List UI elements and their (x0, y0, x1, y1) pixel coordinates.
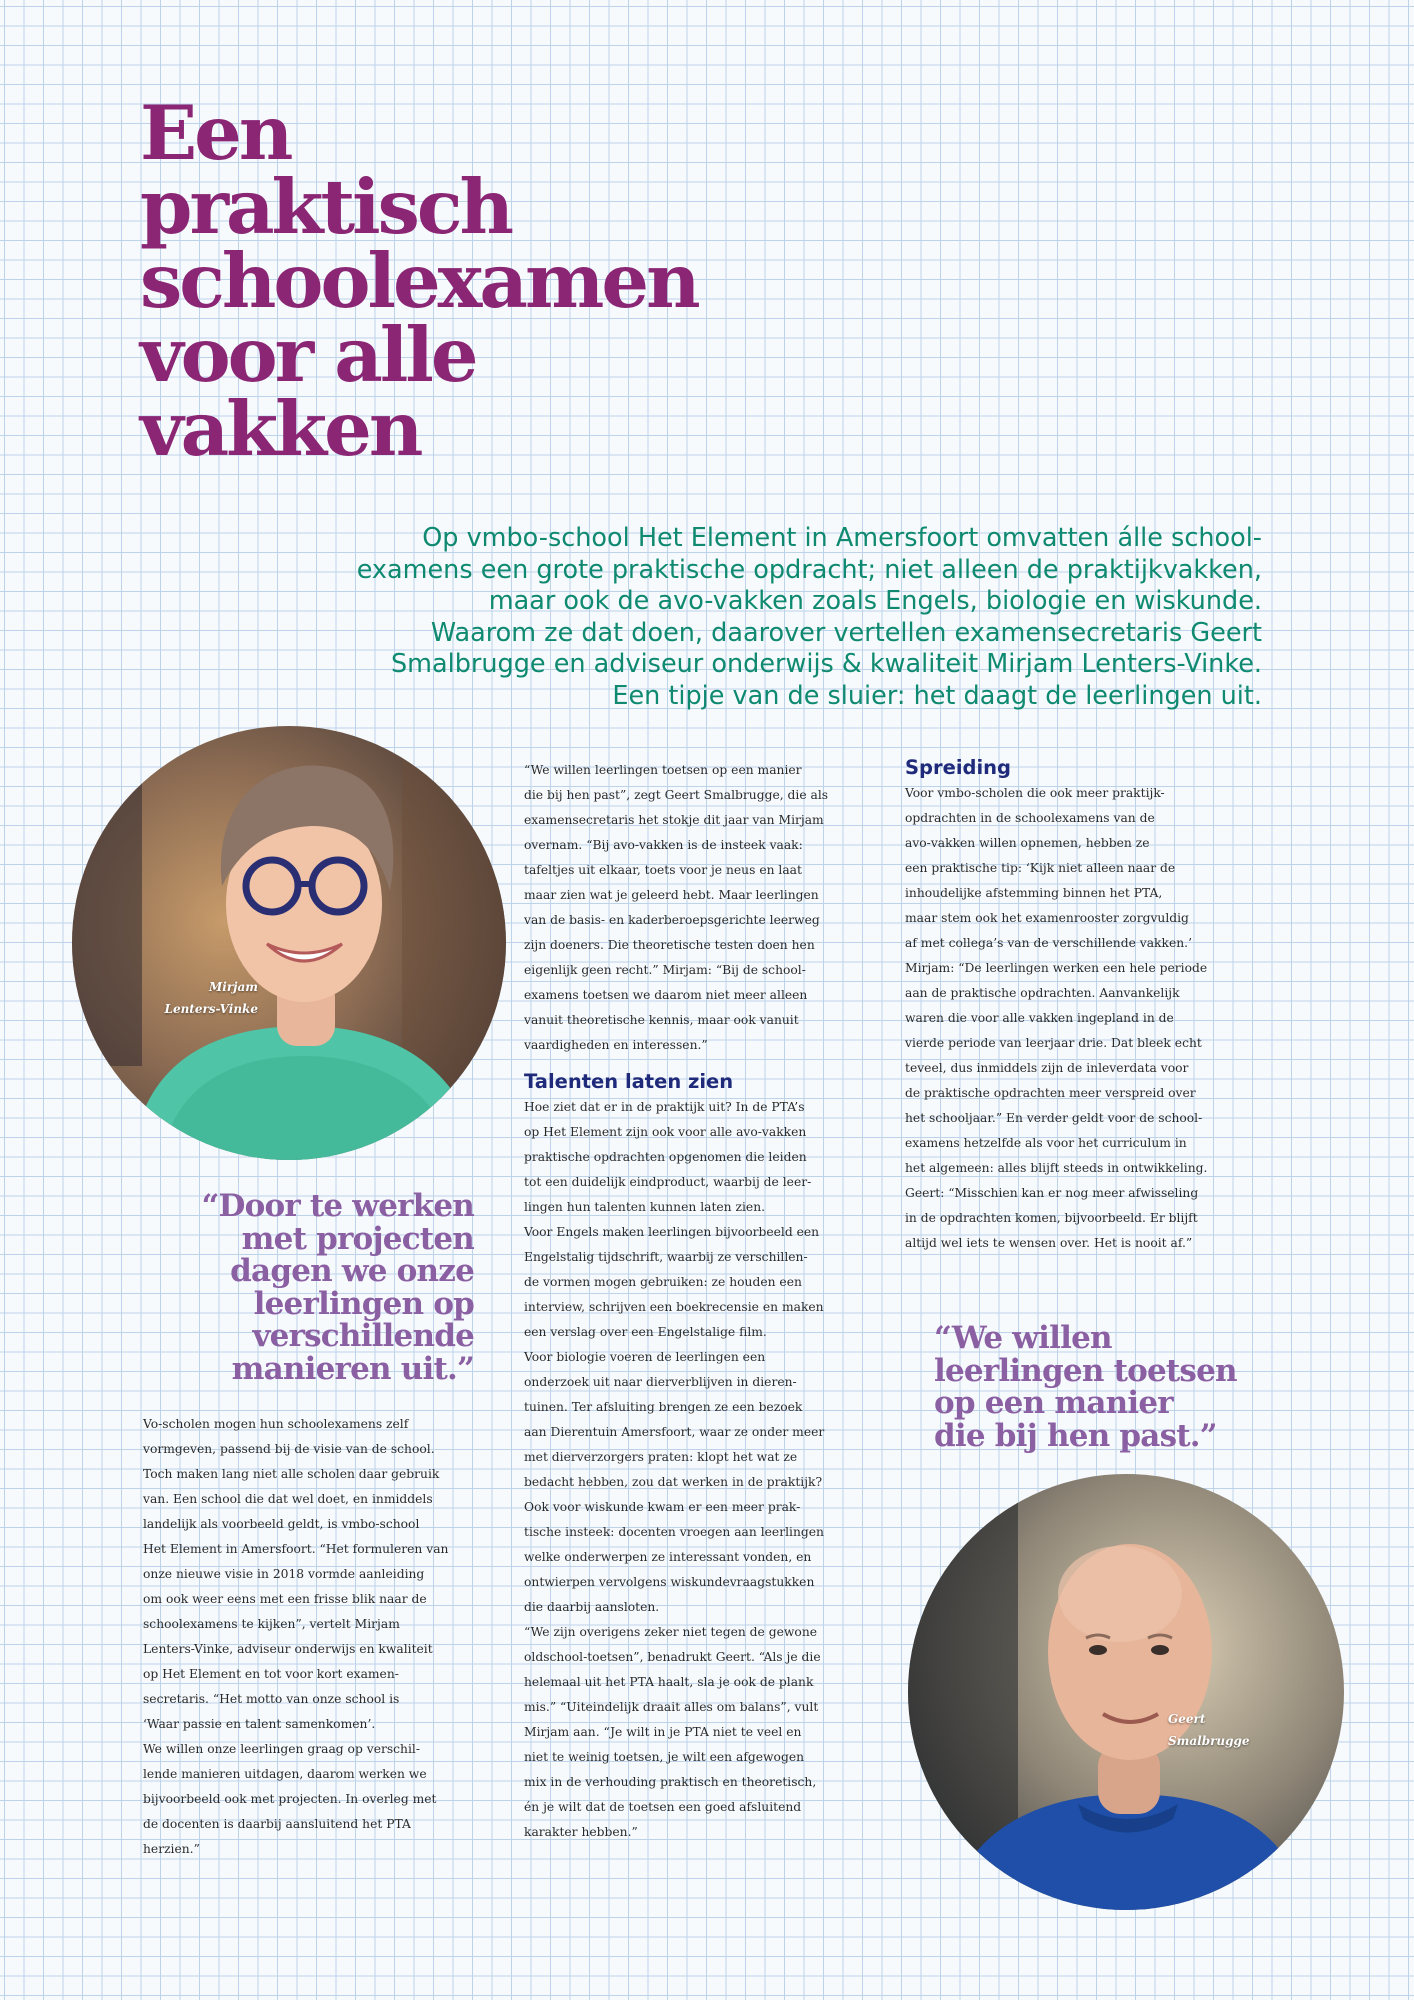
text-line: die daarbij aansloten. (524, 1600, 660, 1614)
text-line: Lenters-Vinke (164, 1002, 258, 1016)
text-line: een praktische tip: ‘Kijk niet alleen naar de (905, 861, 1176, 875)
text-line: de vormen mogen gebruiken: ze houden een (524, 1275, 802, 1289)
text-line: Voor Engels maken leerlingen bijvoorbeeld een (524, 1225, 820, 1239)
text-line: schoolexamen (140, 237, 698, 325)
text-line: de praktische opdrachten meer verspreid over (905, 1086, 1196, 1100)
text-line: Een (140, 89, 291, 177)
text-line: het algemeen: alles blijft steeds in ontwikkeling. (905, 1161, 1208, 1175)
text-line: Mirjam (209, 980, 258, 994)
text-line: van. Een school die dat wel doet, en inmiddels (143, 1492, 433, 1506)
text-line: leerlingen op (253, 1285, 474, 1322)
text-line: vormgeven, passend bij de visie van de school. (143, 1442, 435, 1456)
heading-spreiding: Spreiding (905, 756, 1012, 779)
text-line: tot een duidelijk eindproduct, waarbij de leer- (524, 1175, 812, 1189)
text-line: ‘Waar passie en talent samenkomen’. (143, 1717, 376, 1731)
text-line: tische insteek: docenten vroegen aan leerlingen (524, 1525, 824, 1539)
text-line: manieren uit.” (231, 1350, 474, 1387)
text-line: inhoudelijke afstemming binnen het PTA, (905, 886, 1163, 900)
text-line: Toch maken lang niet alle scholen daar gebruik (143, 1467, 440, 1481)
text-line: Vo-scholen mogen hun schoolexamens zelf (143, 1417, 409, 1431)
text-line: schoolexamens te kijken”, vertelt Mirjam (143, 1617, 400, 1631)
text-line: landelijk als voorbeeld geldt, is vmbo-school (143, 1517, 420, 1531)
text-line: overnam. “Bij avo-vakken is de insteek vaak: (524, 838, 803, 852)
text-line: eigenlijk geen recht.” Mirjam: “Bij de school- (524, 963, 806, 977)
text-line: herzien.” (143, 1842, 200, 1856)
text-line: welke onderwerpen ze interessant vonden, en (524, 1550, 812, 1564)
text-line: onderzoek uit naar dierverblijven in dieren- (524, 1375, 797, 1389)
text-line: leerlingen toetsen (934, 1352, 1237, 1389)
text-line: Het Element in Amersfoort. “Het formuleren van (143, 1542, 449, 1556)
article-lead (200, 523, 1262, 712)
column-right (905, 754, 1265, 1256)
portrait-mirjam-image (72, 726, 506, 1160)
heading-talenten: Talenten laten zien (524, 1070, 734, 1093)
text-line: Mirjam aan. “Je wilt in je PTA niet te veel en (524, 1725, 802, 1739)
text-line: in de opdrachten komen, bijvoorbeeld. Er blijft (905, 1211, 1198, 1225)
pull-quote-mirjam (150, 1190, 474, 1385)
text-line: Ook voor wiskunde kwam er een meer prak- (524, 1500, 801, 1514)
text-line: “We zijn overigens zeker niet tegen de gewone (524, 1625, 818, 1639)
text-line: op Het Element zijn ook voor alle avo-vakken (524, 1125, 807, 1139)
text-line: teveel, dus inmiddels zijn de inleverdata voor (905, 1061, 1189, 1075)
text-line: vaardigheden en interessen.” (524, 1038, 708, 1052)
text-line: het schooljaar.” En verder geldt voor de school- (905, 1111, 1203, 1125)
text-line: examens toetsen we daarom niet meer alleen (524, 988, 808, 1002)
text-line: die bij hen past.” (934, 1417, 1217, 1454)
text-line: onze nieuwe visie in 2018 vormde aanleiding (143, 1567, 425, 1581)
text-line: bedacht hebben, zou dat werken in de praktijk? (524, 1475, 823, 1489)
text-line: Waarom ze dat doen, daarover vertellen examensecretaris Geert (430, 617, 1262, 648)
text-line: Op vmbo-school Het Element in Amersfoort omvatten álle school- (422, 523, 1262, 553)
article-title (140, 89, 780, 473)
column-right-body (905, 781, 1265, 1256)
text-line: met projecten (241, 1220, 474, 1257)
pull-quote-geert (934, 1322, 1274, 1452)
text-line: karakter hebben.” (524, 1825, 638, 1839)
text-line: met dierverzorgers praten: klopt het wat ze (524, 1450, 798, 1464)
text-line: “Door te werken (201, 1188, 474, 1224)
text-line: examensecretaris het stokje dit jaar van Mirjam (524, 813, 824, 827)
text-line: examens een grote praktische opdracht; niet alleen de praktijkvakken, (356, 554, 1262, 585)
photo-mirjam (72, 726, 506, 1160)
text-line: af met collega’s van de verschillende vakken.’ (905, 936, 1192, 950)
column-middle-intro (524, 758, 884, 1058)
text-line: bijvoorbeeld ook met projecten. In overleg met (143, 1792, 437, 1806)
text-line: mix in de verhouding praktisch en theoretisch, (524, 1775, 817, 1789)
text-line: Smalbrugge (1168, 1734, 1250, 1748)
text-line: altijd wel iets te wensen over. Het is nooit af.” (905, 1236, 1193, 1250)
text-line: mis.” “Uiteindelijk draait alles om balans”, vult (524, 1700, 819, 1714)
text-line: Smalbrugge en adviseur onderwijs & kwaliteit Mirjam Lenters-Vinke. (390, 649, 1262, 679)
text-line: dagen we onze (230, 1253, 474, 1289)
text-line: maar ook de avo-vakken zoals Engels, biologie en wiskunde. (488, 586, 1262, 616)
text-line: Hoe ziet dat er in de praktijk uit? In de PTA’s (524, 1100, 805, 1114)
text-line: aan de praktische opdrachten. Aanvankelijk (905, 986, 1180, 1000)
text-line: opdrachten in de schoolexamens van de (905, 811, 1155, 825)
text-line: vakken (140, 385, 421, 473)
text-line: praktisch (140, 163, 512, 251)
caption-geert (1168, 1708, 1288, 1752)
text-line: lende manieren uitdagen, daarom werken we (143, 1767, 427, 1781)
text-line: tuinen. Ter afsluiting brengen ze een bezoek (524, 1400, 803, 1414)
text-line: We willen onze leerlingen graag op verschil- (143, 1742, 420, 1756)
text-line: interview, schrijven een boekrecensie en maken (524, 1300, 824, 1314)
text-line: helemaal uit het PTA haalt, sla je ook de plank (524, 1675, 814, 1689)
text-line: Lenters-Vinke, adviseur onderwijs en kwaliteit (143, 1642, 433, 1656)
text-line: de docenten is daarbij aansluitend het PTA (143, 1817, 411, 1831)
text-line: oldschool-toetsen”, benadrukt Geert. “Als je die (524, 1650, 821, 1664)
column-left-body (143, 1412, 503, 1862)
text-line: een verslag over een Engelstalige film. (524, 1325, 767, 1339)
column-middle (524, 758, 884, 1845)
text-line: vierde periode van leerjaar drie. Dat bleek echt (905, 1036, 1202, 1050)
text-line: van de basis- en kaderberoepsgerichte leerweg (524, 913, 820, 927)
text-line: vanuit theoretische kennis, maar ook vanuit (524, 1013, 799, 1027)
text-line: secretaris. “Het motto van onze school is (143, 1692, 400, 1706)
text-line: Voor vmbo-scholen die ook meer praktijk- (905, 786, 1165, 800)
text-line: Engelstalig tijdschrift, waarbij ze verschillen- (524, 1250, 808, 1264)
text-line: voor alle (140, 311, 476, 399)
text-line: praktische opdrachten opgenomen die leiden (524, 1150, 807, 1164)
text-line: “We willen (934, 1320, 1112, 1356)
text-line: Geert: “Misschien kan er nog meer afwisseling (905, 1186, 1199, 1200)
text-line: op Het Element en tot voor kort examen- (143, 1667, 399, 1681)
text-line: ontwierpen vervolgens wiskundevraagstukken (524, 1575, 815, 1589)
text-line: aan Dierentuin Amersfoort, waar ze onder meer (524, 1425, 825, 1439)
text-line: “We willen leerlingen toetsen op een manier (524, 763, 802, 777)
text-line: verschillende (252, 1318, 474, 1354)
column-middle-body (524, 1095, 884, 1845)
text-line: Een tipje van de sluier: het daagt de leerlingen uit. (612, 680, 1262, 711)
text-line: Voor biologie voeren de leerlingen een (524, 1350, 766, 1364)
photo-geert (908, 1474, 1344, 1910)
text-line: én je wilt dat de toetsen een goed afsluitend (524, 1800, 802, 1814)
text-line: examens hetzelfde als voor het curriculum in (905, 1136, 1187, 1150)
portrait-geert-image (908, 1474, 1344, 1910)
text-line: waren die voor alle vakken ingepland in de (905, 1011, 1174, 1025)
text-line: op een manier (934, 1385, 1173, 1421)
text-line: avo-vakken willen opnemen, hebben ze (905, 836, 1150, 850)
text-line: Mirjam: “De leerlingen werken een hele periode (905, 961, 1208, 975)
caption-mirjam (140, 976, 258, 1020)
text-line: niet te weinig toetsen, je wilt een afgewogen (524, 1750, 805, 1764)
text-line: lingen hun talenten kunnen laten zien. (524, 1200, 766, 1214)
text-line: die bij hen past”, zegt Geert Smalbrugge, die als (524, 788, 829, 802)
text-line: om ook weer eens met een frisse blik naar de (143, 1592, 427, 1606)
text-line: tafeltjes uit elkaar, toets voor je neus en laat (524, 863, 802, 877)
text-line: maar stem ook het examenrooster zorgvuldig (905, 911, 1189, 925)
text-line: maar zien wat je geleerd hebt. Maar leerlingen (524, 888, 819, 902)
text-line: Geert (1168, 1712, 1206, 1726)
text-line: zijn doeners. Die theoretische testen doen hen (524, 938, 815, 952)
